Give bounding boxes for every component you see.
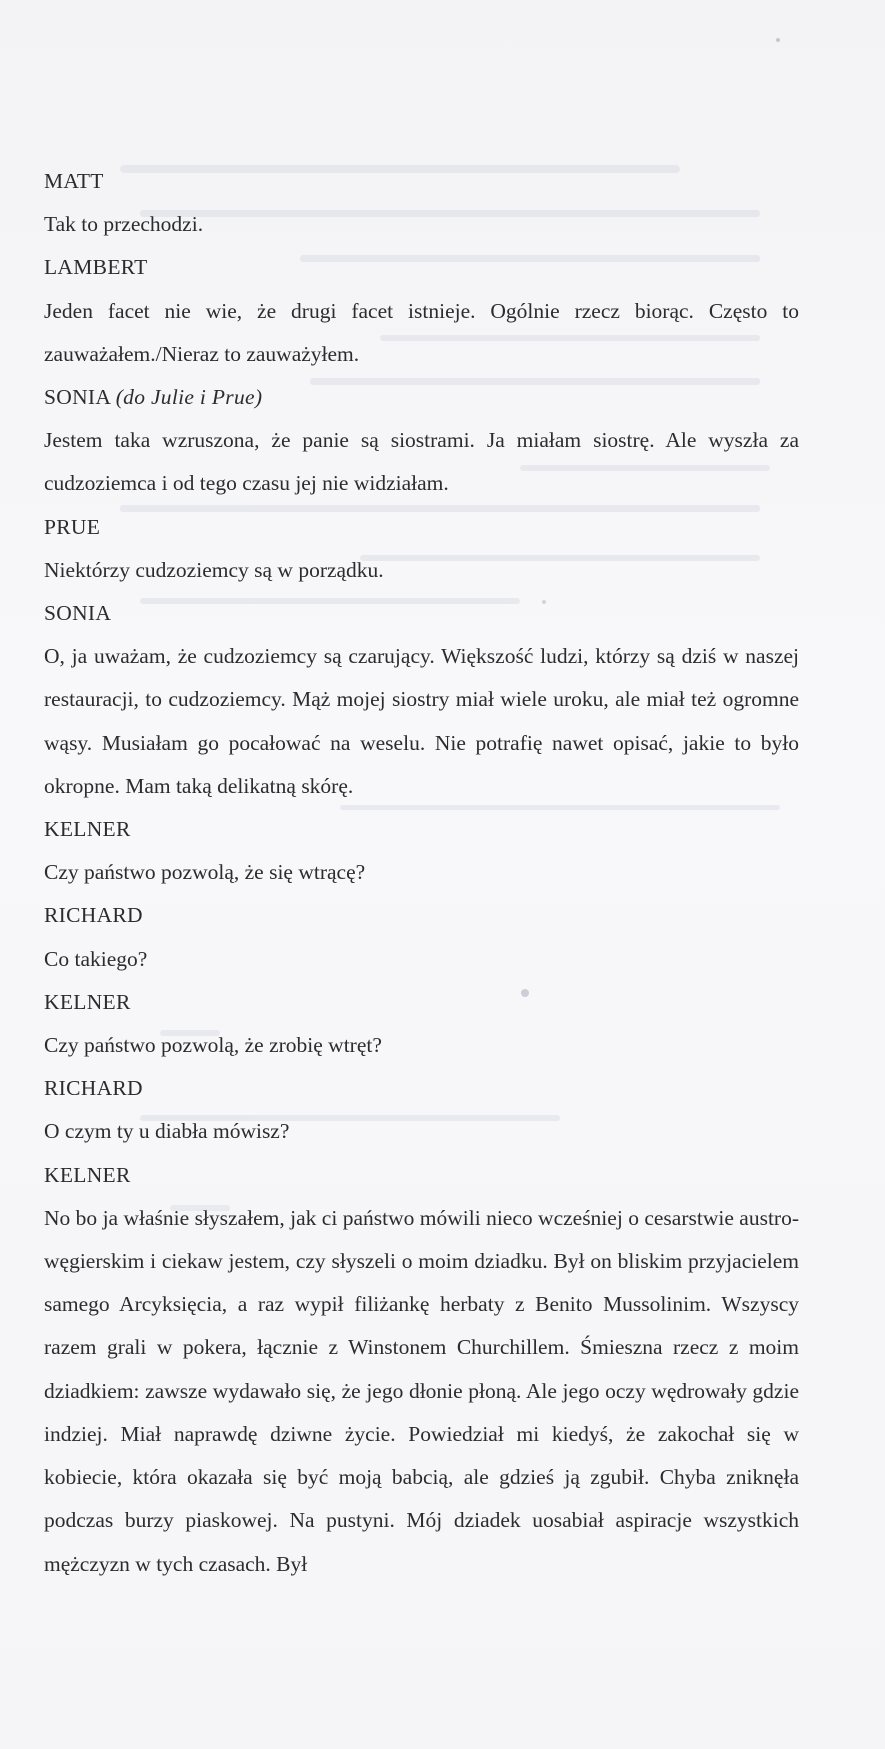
speaker-line (44, 376, 799, 419)
stage-direction: (do Julie i Prue) (115, 385, 263, 410)
dialogue-line: Czy państwo pozwolą, że zrobię wtręt? (44, 1033, 382, 1058)
speaker-name: SONIA (44, 385, 111, 410)
speaker-name: RICHARD (44, 1076, 143, 1101)
speaker-name: KELNER (44, 817, 131, 842)
dialogue-line: Niektórzy cudzoziemcy są w porządku. (44, 557, 384, 582)
speaker-name: LAMBERT (44, 255, 148, 280)
dialogue-line: No bo ja właśnie słyszałem, jak ci państwo mówili nieco wcześniej o cesarstwie austro-węgierskim i ciekaw jestem, czy słyszeli o moim dziadku. Był on bliskim przyjacielem samego Arcyksięcia, a raz wypił filiżankę herbaty z Benito Mussolinim. Wszyscy razem grali w pokera, łącznie z Winstonem Churchillem. Śmieszna rzecz z moim dziadkiem: zawsze wydawało się, że jego dłonie płoną. Ale jego oczy wędrowały gdzie indziej. Miał naprawdę dziwne życie. Powiedział mi kiedyś, że zakochał się w kobiecie, która okazała się być moją babcią, ale gdzieś ją zgubił. Chyba zniknęła podczas burzy piaskowej. Na pustyni. Mój dziadek uosabiał aspiracje wszystkich mężczyzn w tych czasach. Był (44, 1205, 799, 1576)
dialogue-line: Co takiego? (44, 946, 148, 971)
speaker-name: SONIA (44, 601, 112, 626)
dialogue-line: Tak to przechodzi. (44, 212, 204, 237)
speaker-name: MATT (44, 169, 104, 193)
speaker-name: PRUE (44, 514, 101, 539)
dialogue-line: O czym ty u diabła mówisz? (44, 1119, 290, 1144)
script-body (44, 160, 799, 1586)
speaker-name: RICHARD (44, 903, 143, 928)
speaker-name: KELNER (44, 1162, 131, 1187)
dialogue-line: O, ja uważam, że cudzoziemcy są czarujący. Większość ludzi, którzy są dziś w naszej restauracji, to cudzoziemcy. Mąż mojej siostry miał wiele uroku, ale miał też ogromne wąsy. Musiałam go pocałować na weselu. Nie potrafię nawet opisać, jakie to było okropne. Mam taką delikatną skórę. (44, 644, 799, 798)
speaker-name: KELNER (44, 989, 131, 1014)
dialogue-line: Jestem taka wzruszona, że panie są siostrami. Ja miałam siostrę. Ale wyszła za cudzoziemca i od tego czasu jej nie widziałam. (44, 428, 799, 496)
dialogue-line: Czy państwo pozwolą, że się wtrącę? (44, 860, 366, 885)
dialogue-line: Jeden facet nie wie, że drugi facet istnieje. Ogólnie rzecz biorąc. Często to zauważałem./Nieraz to zauważyłem. (44, 298, 799, 366)
